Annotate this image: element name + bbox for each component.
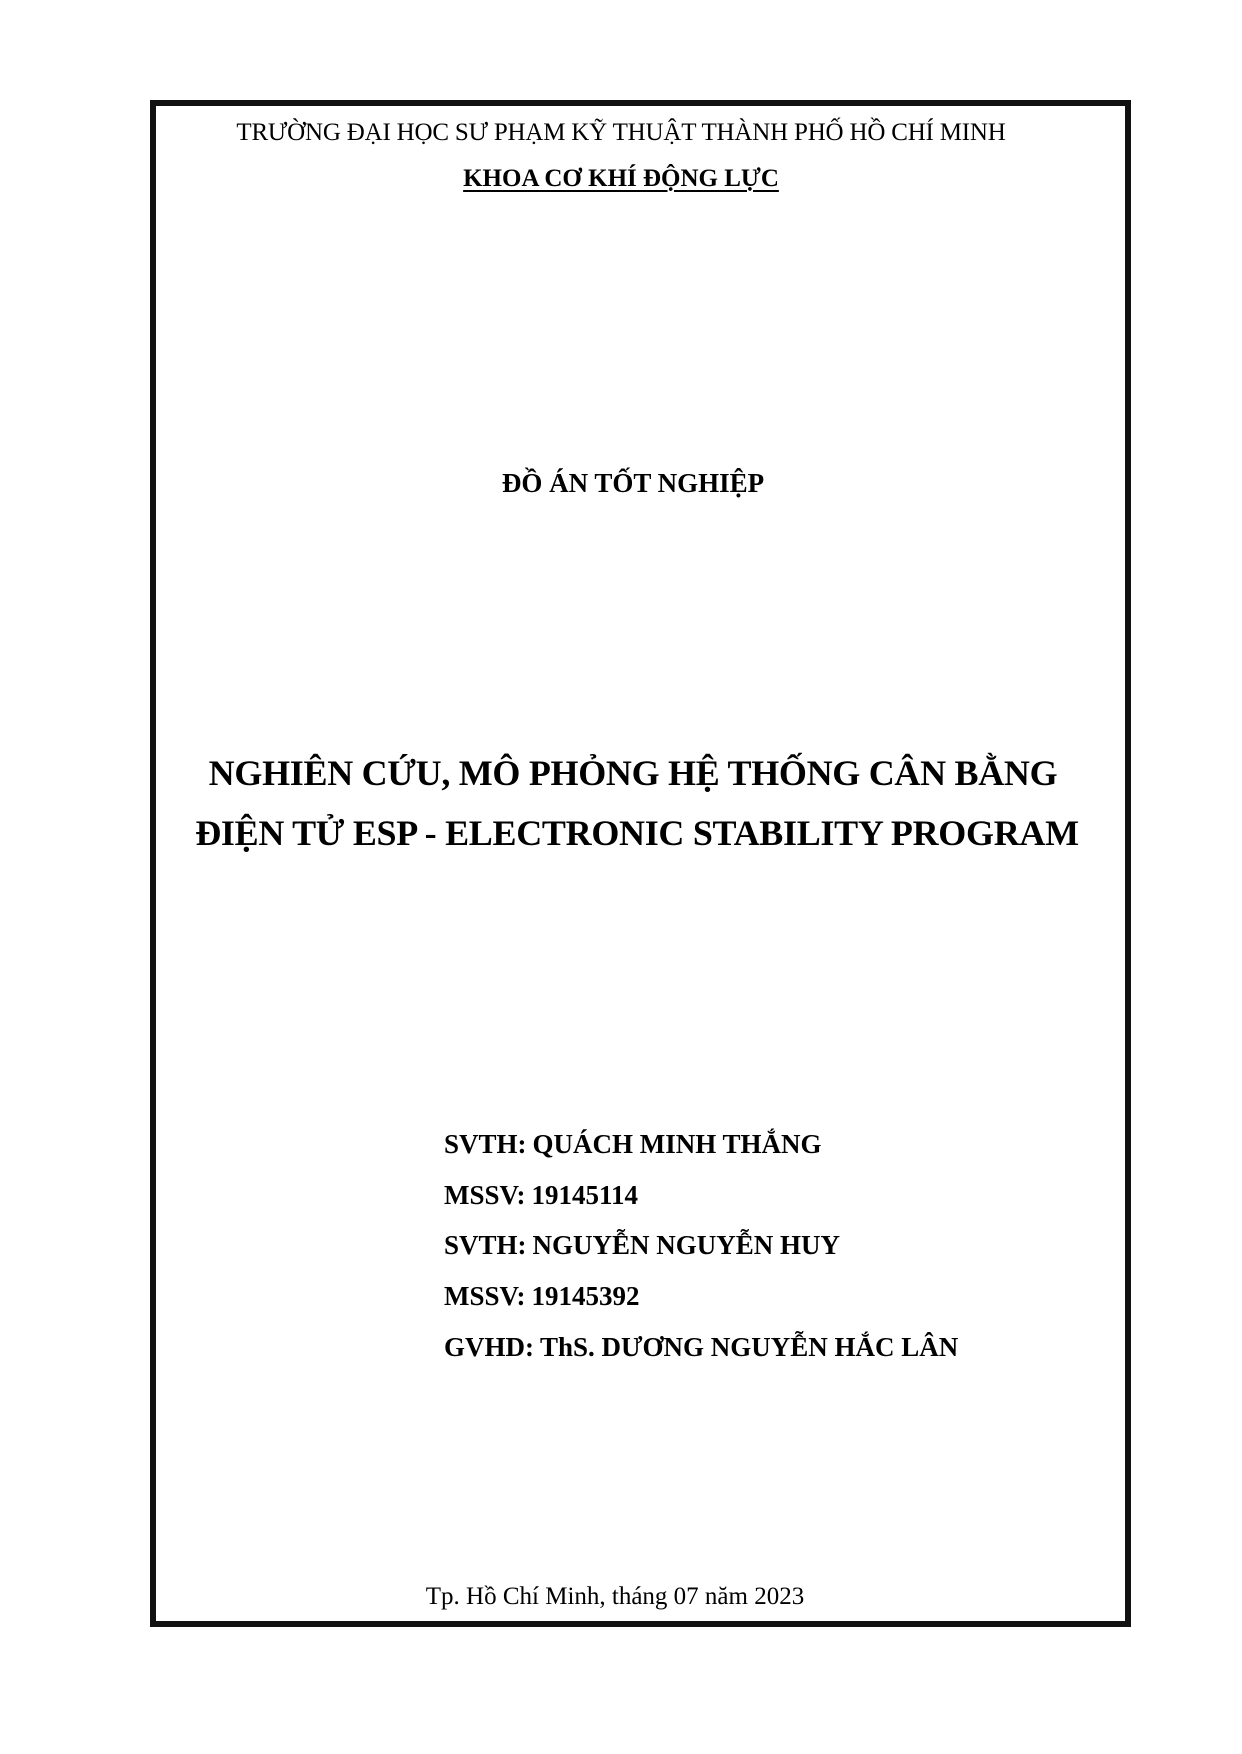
info-value: 19145114 — [531, 1179, 639, 1210]
university-name: TRƯỜNG ĐẠI HỌC SƯ PHẠM KỸ THUẬT THÀNH PHỐ HỒ CHÍ MINH — [236, 119, 1006, 146]
info-value: 19145392 — [531, 1281, 640, 1312]
info-value: ThS. DƯƠNG NGUYỄN HẮC LÂN — [540, 1331, 959, 1362]
info-label: MSSV: — [444, 1281, 526, 1312]
info-value: QUÁCH MINH THẮNG — [532, 1129, 822, 1159]
student-info-block — [444, 1131, 958, 1384]
document-type-heading: ĐỒ ÁN TỐT NGHIỆP — [501, 468, 765, 498]
info-row-student-id-1 — [444, 1179, 958, 1233]
info-label: GVHD: — [444, 1331, 534, 1362]
info-row-student-id-2 — [444, 1283, 958, 1334]
info-label: SVTH: — [444, 1129, 527, 1159]
info-row-student-2 — [444, 1232, 958, 1283]
info-row-advisor — [444, 1331, 959, 1385]
faculty-name: KHOA CƠ KHÍ ĐỘNG LỰC — [463, 165, 779, 192]
place-and-date: Tp. Hồ Chí Minh, tháng 07 năm 2023 — [425, 1583, 805, 1610]
thesis-title-line-1: NGHIÊN CỨU, MÔ PHỎNG HỆ THỐNG CÂN BẰNG — [208, 753, 1058, 793]
info-label: MSSV: — [444, 1179, 526, 1210]
info-row-student-1 — [444, 1131, 958, 1182]
page-border-frame — [150, 100, 1131, 1627]
info-value: NGUYỄN NGUYỄN HUY — [532, 1230, 841, 1261]
info-label: SVTH: — [444, 1230, 527, 1261]
thesis-title-line-2: ĐIỆN TỬ ESP - ELECTRONIC STABILITY PROGRAM — [195, 813, 1079, 853]
